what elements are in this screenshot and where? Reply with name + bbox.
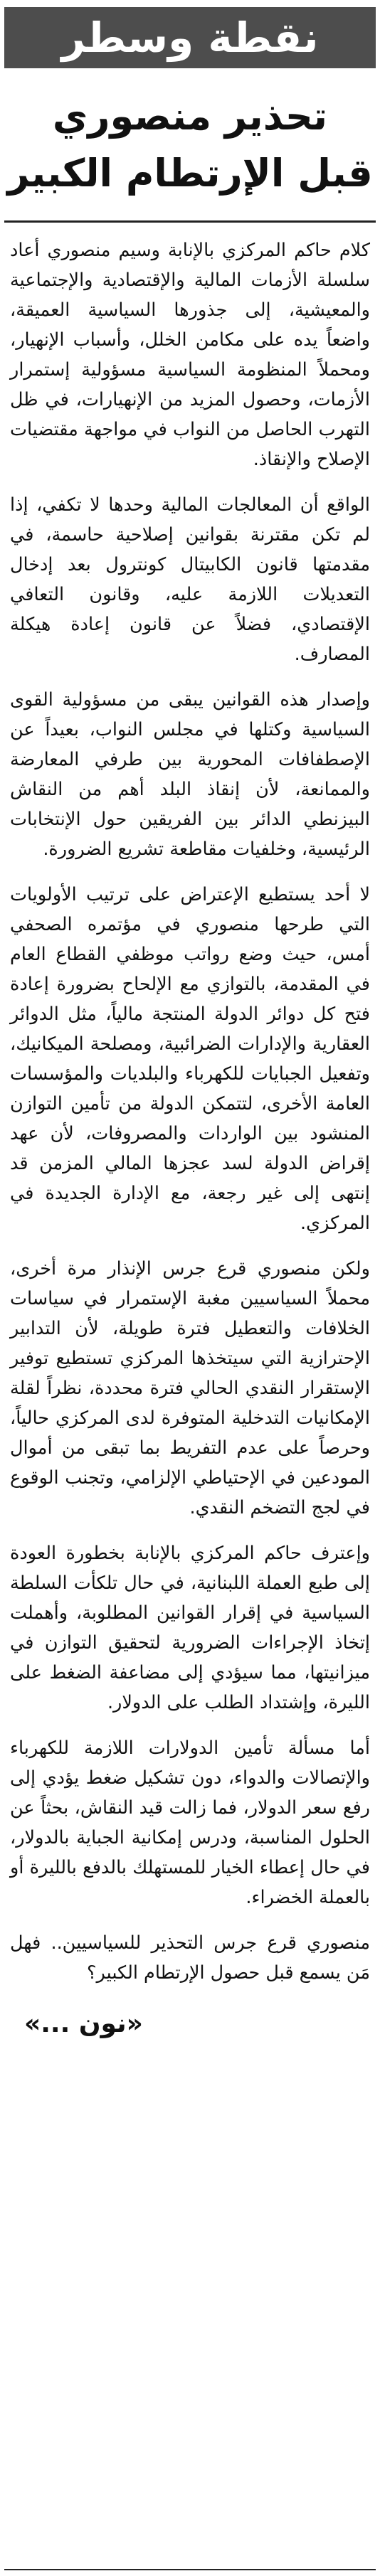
paragraph-6: وإعترف حاكم المركزي بالإنابة بخطورة العودة إلى طبع العملة اللبنانية، في حال تلكأت السلطة السياسية في إقرار القوانين المطلوبة، وأهملت إتخاذ الإجراءات الضرورية لتحقيق التوازن في ميزانيتها، مما سيؤدي إلى مضاعفة الضغط على الليرة، وإشتداد الطلب على الدولار. [10,1543,370,1713]
column-kicker: نقطة وسطر [61,14,319,62]
paragraph-5: ولكن منصوري قرع جرس الإنذار مرة أخرى، محملاً السياسيين مغبة الإستمرار في سياسات الخلافات والتعطيل فترة طويلة، لأن التدابير الإحترازية التي سيتخذها المركزي تستطيع توفير الإستقرار النقدي الحالي فترة محددة، نظراً لقلة الإمكانيات التدخلية المتوفرة لدى المركزي حالياً، وحرصاً على عدم التفريط بما تبقى من أموال المودعين في الإحتياطي الإلزامي، وتجنب الوقوع في لجج التضخم النقدي. [10,1258,370,1518]
paragraph-8: منصوري قرع جرس التحذير للسياسيين.. فهل مَن يسمع قبل حصول الإرتطام الكبير؟ [10,1932,370,1984]
paragraph-1: كلام حاكم المركزي بالإنابة وسيم منصوري أعاد سلسلة الأزمات المالية والإقتصادية والإجتماعية والمعيشية، إلى جذورها السياسية العميقة، واضعاً يده على مكامن الخلل، وأسباب الإنهيار، ومحملاً المنظومة السياسية مسؤولية إستمرار الأزمات، وحصول المزيد من الإنهيارات، في ظل التهرب الحاصل من النواب في مواجهة مقتضيات الإصلاح والإنقاذ. [10,240,370,470]
column-banner [4,7,376,68]
headline-divider [4,220,376,223]
headline-line-2: قبل الإرتطام الكبير [7,151,373,196]
paragraph-2: الواقع أن المعالجات المالية وحدها لا تكفي، إذا لم تكن مقترنة بقوانين إصلاحية حاسمة، في مقدمتها قانون الكابيتال كونترول بعد إدخال التعديلات اللازمة عليه، وقانون التعافي الإقتصادي، فضلاً عن قانون إعادة هيكلة المصارف. [10,494,370,665]
article-headline [4,88,376,202]
paragraph-4: لا أحد يستطيع الإعتراض على ترتيب الأولويات التي طرحها منصوري في مؤتمره الصحفي أمس، حيث وضع رواتب موظفي القطاع العام في المقدمة، بالتوازي مع الإلحاح بضرورة إعادة فتح كل دوائر الدولة المنتجة مالياً، مثل الدوائر العقارية والإدارات الضرائبية، ومصلحة الميكانيك، وتفعيل الجبايات للكهرباء والبلديات والمؤسسات العامة الأخرى، لتتمكن الدولة من تأمين التوازن المنشود بين الواردات والمصروفات، لأن عهد إقراض الدولة لسد عجزها المالي المزمن قد إنتهى إلى غير رجعة، مع الإدارة الجديدة في المركزي. [10,884,370,1234]
article-body [4,235,376,1988]
paragraph-7: أما مسألة تأمين الدولارات اللازمة للكهرباء والإتصالات والدواء، دون تشكيل ضغط يؤدي إلى رفع سعر الدولار، فما زالت قيد النقاش، بحثاً عن الحلول المناسبة، ودرس إمكانية الجباية بالدولار، في حال إعطاء الخيار للمستهلك بالدفع بالليرة أو بالعملة الخضراء. [10,1737,370,1908]
bottom-divider [4,2569,376,2570]
author-signature: «نون ...» [24,2009,143,2038]
newspaper-column [0,7,380,2576]
paragraph-3: وإصدار هذه القوانين يبقى من مسؤولية القوى السياسية وكتلها في مجلس النواب، بعيداً عن الإصطفافات المحورية بين طرفي المعارضة والممانعة، لأن إنقاذ البلد أهم من النقاش البيزنطي الدائر بين الفريقين حول الإنتخابات الرئيسية، وخلفيات مقاطعة تشريع الضرورة. [10,689,370,860]
headline-line-1: تحذير منصوري [52,94,328,139]
